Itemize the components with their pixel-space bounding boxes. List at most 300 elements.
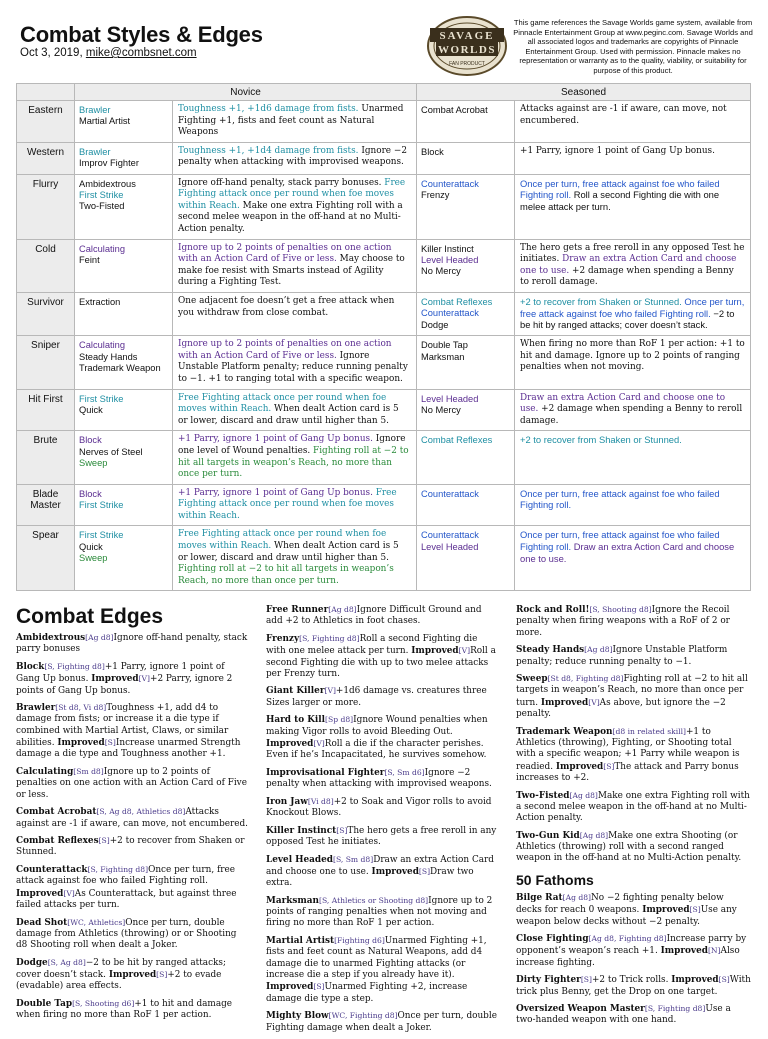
edge-name: Ambidextrous	[79, 178, 136, 189]
edge-entry-text: Attacks against are -1 if aware, can move, not encumbered.	[16, 807, 249, 829]
improved-label: Improved	[266, 739, 314, 749]
edge-entry	[516, 933, 752, 969]
novice-desc-cell	[173, 389, 417, 431]
fathoms-title: 50 Fathoms	[516, 871, 594, 888]
edge-entry-name: Martial Artist	[266, 935, 335, 946]
description-text: Once per turn, free attack against foe who failed Fighting roll.	[520, 295, 745, 319]
improved-requirements: [V]	[138, 674, 151, 684]
novice-desc-cell	[173, 101, 417, 143]
edge-requirements: [S, Shooting d6]	[72, 998, 135, 1008]
edge-entry-name: Improvisational Fighter	[266, 767, 385, 778]
edge-entry-name: Hard to Kill	[266, 715, 326, 726]
edge-entry-name: Dead Shot	[16, 917, 68, 928]
page-header	[0, 0, 768, 84]
edge-requirements: [Ag d8]	[569, 790, 598, 800]
description-text: +2 to recover from Shaken or Stunned.	[520, 295, 682, 307]
improved-label: Improved	[540, 697, 589, 708]
edge-entry-text: Fighting roll at −2 to hit all targets in weapon’s Reach, no more than once per turn.	[516, 674, 748, 708]
edge-name: Improv Fighter	[79, 158, 139, 169]
combat-edges-list-2	[266, 604, 498, 1034]
edge-entry-name: Free Runner	[266, 605, 329, 615]
edge-entry-name: Combat Reflexes	[16, 836, 99, 847]
seasoned-column-header: Seasoned	[417, 84, 751, 101]
novice-edges-cell	[75, 292, 173, 335]
edge-name: Quick	[79, 404, 103, 415]
novice-desc-cell	[173, 174, 417, 239]
edge-name: Combat Acrobat	[421, 105, 488, 115]
edge-name: Combat Reflexes	[421, 435, 493, 446]
novice-desc-cell	[173, 239, 417, 292]
edge-entry-text: +1 to hit and damage when firing no more than RoF 1 per action.	[16, 998, 233, 1021]
style-name-cell: Cold	[17, 239, 75, 292]
improved-label: Improved	[642, 905, 690, 916]
edge-name: No Mercy	[421, 266, 461, 277]
edge-entry-text: Ignore Unstable Platform penalty; reduce running penalty to −1.	[516, 645, 728, 667]
edge-requirements: [d8 in related skill]	[612, 726, 686, 736]
description-text: When dealt Action card is 5 or lower, discard and draw until higher than 5.	[178, 541, 399, 563]
description-text: +1 Parry, ignore 1 point of Gang Up bonus.	[178, 487, 373, 498]
improved-label: Improved	[266, 982, 314, 993]
improved-label: Improved	[555, 761, 604, 772]
improved-requirements: [S]	[718, 975, 730, 985]
edge-entry-name: Close Fighting	[516, 934, 589, 945]
edge-entry-text: Toughness +1, add d4 to damage from fists; or increase it a die type if combined with Martial Artist, Claws, or similar abilities.	[16, 703, 229, 749]
page-title: Combat Styles & Edges	[20, 22, 263, 47]
edge-name: Counterattack	[421, 530, 479, 541]
description-text: Once per turn, free attack against foe who failed Fighting roll.	[520, 529, 720, 553]
edge-requirements: [S, Fighting d8]	[87, 864, 149, 874]
improved-requirements: [S]	[313, 982, 325, 992]
table-row	[17, 526, 751, 591]
edge-name: First Strike	[79, 393, 124, 404]
edge-requirements: [Fighting d6]	[334, 935, 385, 945]
edge-requirements: [Ag d8]	[562, 892, 592, 902]
seasoned-desc-cell	[515, 292, 751, 335]
edge-name: Two-Fisted	[79, 201, 125, 212]
edge-entry-text: +2 to Trick rolls.	[591, 975, 672, 986]
novice-edges-cell	[75, 142, 173, 174]
description-text: Ignore Unstable Platform penalty; reduce running penalty to −1. +1 to ranging total with a specific weapon.	[178, 350, 408, 384]
edge-name: Trademark Weapon	[79, 362, 161, 373]
improved-text: With trick plus Benny, get the Drop on one target.	[516, 975, 751, 997]
edge-name: Counterattack	[421, 178, 479, 189]
style-column-header	[17, 84, 75, 101]
edge-entry-text: Increase parry by opponent’s weapon’s reach +1.	[516, 934, 747, 957]
edge-requirements: [Ag d8]	[328, 605, 357, 614]
edge-entry-text: Roll a second Fighting die with one melee attack per turn.	[266, 633, 478, 657]
seasoned-edges-cell	[417, 239, 515, 292]
edge-entry-text: +2 to Soak and Vigor rolls to avoid Knockout Blows.	[266, 796, 492, 819]
description-text: When dealt Action card is 5 or lower, discard and draw until higher than 5.	[178, 404, 399, 426]
edge-requirements: [S]	[98, 836, 110, 846]
edge-requirements: [S, Athletics or Shooting d8]	[319, 895, 429, 905]
description-text: When firing no more than RoF 1 per action: +1 to hit and damage. Ignore up to 2 points of ranging penalties when not moving.	[520, 339, 745, 373]
edge-entry-text: Use a two-handed weapon with one hand.	[516, 1004, 731, 1026]
description-text: Draw an extra Action Card and choose one to use.	[520, 254, 737, 276]
edge-entry	[16, 766, 248, 801]
edge-entry	[516, 1003, 752, 1027]
improved-text: Roll a die if the character perishes. Even if he’s Incapacitated, he survives somehow.	[266, 739, 487, 761]
edge-entry	[16, 864, 248, 911]
edge-entry	[266, 714, 498, 761]
improved-requirements: [V]	[313, 739, 325, 748]
seasoned-edges-cell	[417, 484, 515, 526]
seasoned-edges-cell	[417, 101, 515, 143]
novice-edges-cell	[75, 239, 173, 292]
seasoned-desc-cell	[515, 174, 751, 239]
edge-requirements: [Ag d8, Fighting d8]	[588, 934, 667, 944]
fathoms-edges-list	[516, 892, 752, 1027]
edge-name: Brawler	[79, 105, 111, 115]
improved-label: Improved	[57, 738, 105, 749]
edge-name: Marksman	[421, 351, 465, 362]
edge-entry-name: Double Tap	[16, 998, 73, 1009]
description-text: Roll a second Fighting die with one melee attack per turn.	[520, 189, 720, 212]
edge-entry-name: Rock and Roll!	[516, 605, 590, 615]
edge-entry-name: Dirty Fighter	[516, 975, 581, 986]
table-row	[17, 336, 751, 389]
improved-requirements: [S]	[104, 738, 116, 748]
edge-name: First Strike	[79, 530, 124, 541]
description-text: Toughness +1, +1d4 damage from fists.	[178, 145, 359, 156]
edge-entry	[516, 644, 752, 668]
description-text: Free Fighting attack once per round when foe moves within Reach.	[178, 529, 387, 552]
improved-label: Improved	[91, 674, 139, 685]
edge-entry-text: Ignore up to 2 points of ranging penalties when not moving and firing no more than RoF 1 per action.	[266, 895, 493, 929]
description-text: Once per turn, free attack against foe who failed Fighting roll.	[520, 487, 720, 511]
edge-entry-name: Calculating	[16, 767, 74, 777]
savage-worlds-logo	[426, 15, 508, 77]
edge-name: Quick	[79, 541, 103, 552]
edge-requirements: [V]	[324, 686, 336, 696]
table-row	[17, 174, 751, 239]
edge-entry	[266, 604, 498, 628]
logo-text: WORLDS	[438, 44, 496, 56]
description-text: +1 Parry, ignore 1 point of Gang Up bonus.	[178, 434, 373, 445]
improved-requirements: [S]	[603, 761, 615, 771]
description-text: Free Fighting attack once per round when foe moves within Reach.	[178, 392, 387, 415]
edge-name: Level Headed	[421, 254, 479, 265]
edge-entry	[266, 935, 498, 1005]
novice-desc-cell	[173, 431, 417, 484]
description-text: Once per turn, free attack against foe who failed Fighting roll.	[520, 177, 720, 201]
edge-entry-name: Marksman	[266, 895, 319, 906]
improved-label: Improved	[671, 975, 719, 986]
novice-desc-cell	[173, 526, 417, 591]
improved-text: As above, but ignore the −2 penalty.	[516, 697, 726, 720]
edge-entry	[16, 917, 248, 952]
description-text: One adjacent foe doesn’t get a free attack when you withdraw from close combat.	[178, 295, 395, 318]
novice-edges-cell	[75, 336, 173, 389]
edge-requirements: [S, Ag d8, Athletics d8]	[96, 807, 186, 817]
description-text: Draw an extra Action Card and choose one to use.	[520, 392, 726, 415]
edge-entry-text: Make one extra Fighting roll with a second melee weapon in the off-hand at no Multi-Action penalty.	[516, 790, 750, 824]
edge-entry	[516, 892, 752, 928]
table-row	[17, 431, 751, 484]
seasoned-edges-cell	[417, 174, 515, 239]
edge-entry	[516, 790, 752, 825]
improved-text: Draw two extra.	[266, 866, 474, 889]
style-name-cell: Brute	[17, 431, 75, 484]
edge-name: Block	[421, 146, 444, 157]
edge-entry	[266, 633, 498, 680]
seasoned-desc-cell	[515, 239, 751, 292]
style-name-cell: Survivor	[17, 292, 75, 335]
edge-entry-text: Once per turn, double damage from Athletics (throwing) or or Shooting d8 Shooting roll when dealt a Joker.	[16, 917, 237, 951]
seasoned-desc-cell	[515, 389, 751, 431]
edge-requirements: [S, Ag d8]	[47, 957, 86, 967]
edge-entry	[16, 957, 248, 993]
edge-entry-text: Once per turn, double Fighting damage when dealt a Joker.	[266, 1011, 497, 1033]
table-row	[17, 484, 751, 526]
novice-desc-cell	[173, 292, 417, 335]
edge-entry	[266, 854, 498, 890]
improved-text: Increase unarmed Strength damage a die type and Toughness another +1.	[16, 738, 241, 760]
improved-label: Improved	[411, 646, 459, 657]
page-meta	[20, 47, 197, 59]
table-row	[17, 142, 751, 174]
edge-entry	[16, 998, 248, 1022]
logo-text: FAN PRODUCT	[449, 61, 485, 67]
edge-entry-text: Ignore −2 penalty when attacking with improvised weapons.	[266, 767, 492, 790]
seasoned-edges-cell	[417, 431, 515, 484]
edge-entry-name: Frenzy	[266, 633, 300, 644]
seasoned-desc-cell	[515, 526, 751, 591]
edge-name: Killer Instinct	[421, 243, 474, 254]
edge-entry-name: Giant Killer	[266, 686, 325, 697]
improved-text: Unarmed Fighting +2, increase damage die type a step.	[266, 982, 468, 1004]
description-text: Ignore off-hand penalty, stack parry bonuses.	[178, 177, 385, 188]
edge-entry	[516, 830, 752, 865]
table-row	[17, 292, 751, 335]
description-text: +2 damage when spending a Benny to reroll damage.	[520, 404, 743, 426]
combat-styles-table	[16, 83, 751, 591]
improved-requirements: [S]	[689, 905, 701, 915]
seasoned-edges-cell	[417, 142, 515, 174]
edge-requirements: [S, Sm d6]	[384, 767, 425, 777]
edge-entry-text: Draw an extra Action Card and choose one to use.	[266, 854, 494, 877]
style-name-cell: Eastern	[17, 101, 75, 143]
style-name-cell: Blade Master	[17, 484, 75, 526]
seasoned-desc-cell	[515, 336, 751, 389]
novice-edges-cell	[75, 431, 173, 484]
improved-requirements: [S]	[418, 866, 431, 876]
edge-requirements: [Vi d8]	[307, 796, 334, 806]
description-text: +2 to recover from Shaken or Stunned.	[520, 434, 682, 446]
edge-entry	[266, 685, 498, 709]
novice-desc-cell	[173, 484, 417, 526]
description-text: Draw an extra Action Card and choose one to use.	[520, 541, 735, 564]
edge-entry-text: +2 to recover from Shaken or Stunned.	[16, 836, 245, 858]
edge-entry-text: +1 Parry, ignore 1 point of Gang Up bonus.	[16, 661, 225, 685]
improved-requirements: [V]	[588, 697, 600, 707]
edge-name: First Strike	[79, 500, 124, 511]
edge-name: Counterattack	[421, 488, 479, 499]
description-text: +2 damage when spending a Benny to reroll damage.	[520, 265, 734, 288]
copyright-disclaimer: This game references the Savage Worlds game system, available from Pinnacle Entertainment Group at www.peginc.com. Savage Worlds and all associated logos and trademarks are copyrights of Pinnacle Entertainment Group. Used with permission. Pinnacle makes no representation or warranty as to the quality, viability, or suitability for purpose of this product.	[513, 18, 753, 75]
edge-entry-text: +1 to Athletics (throwing), Fighting, or Shooting total with a specific weapon; +1 Parry while weapon is readied.	[516, 726, 740, 772]
seasoned-edges-cell	[417, 292, 515, 335]
edge-name: Counterattack	[421, 308, 479, 319]
edge-requirements: [Sp d8]	[325, 715, 354, 725]
edge-name: Dodge	[421, 319, 449, 330]
improved-requirements: [N]	[707, 946, 721, 956]
seasoned-edges-cell	[417, 389, 515, 431]
seasoned-desc-cell	[515, 101, 751, 143]
edge-name: Block	[79, 488, 102, 499]
edge-entry-text: Once per turn, free attack against foe who failed Fighting roll.	[16, 864, 236, 887]
improved-requirements: [V]	[458, 646, 471, 656]
improved-requirements: [V]	[63, 888, 75, 898]
description-text: Fighting roll at −2 to hit all targets in weapon’s Reach, no more than once per turn.	[178, 564, 394, 586]
edge-requirements: [S]	[336, 825, 348, 835]
style-name-cell: Hit First	[17, 389, 75, 431]
page-date: Oct 3, 2019,	[20, 47, 83, 59]
edge-entry	[516, 604, 752, 639]
combat-edges-list-3	[516, 604, 752, 865]
table-header-row	[17, 84, 751, 101]
novice-desc-cell	[173, 336, 417, 389]
edge-entry-text: Ignore up to 2 points of penalties on one action with an Action Card of Five or less.	[16, 767, 247, 800]
edge-entry-name: Brawler	[16, 703, 56, 714]
improved-label: Improved	[108, 970, 157, 981]
edge-name: Extraction	[79, 296, 121, 307]
edge-entry	[516, 726, 752, 785]
edge-entry-name: Steady Hands	[516, 645, 585, 656]
edge-requirements: [S, Sm d8]	[333, 854, 374, 864]
edge-requirements: [S, Fighting d8]	[644, 1004, 706, 1014]
edge-name: Double Tap	[421, 340, 468, 351]
improved-requirements: [S]	[156, 970, 168, 980]
edge-entry-text: No −2 fighting penalty below decks for reach 0 weapons.	[516, 892, 724, 916]
edge-entry-name: Dodge	[16, 957, 48, 968]
description-text: May choose to make foe resist with Smarts instead of Agility during a Fighting Test.	[178, 254, 405, 288]
style-name-cell: Western	[17, 142, 75, 174]
edge-requirements: [WC, Athletics]	[67, 917, 126, 927]
description-text: Ignore −2 penalty when attacking with improvised weapons.	[178, 145, 407, 168]
table-row	[17, 239, 751, 292]
edge-entry-name: Block	[16, 661, 45, 672]
edge-requirements: [WC, Fighting d8]	[328, 1011, 398, 1021]
edge-entry-name: Iron Jaw	[266, 796, 308, 807]
edge-entry	[266, 825, 498, 849]
edge-name: Calculating	[79, 340, 125, 351]
improved-text: +2 Parry, ignore 2 points of Gang Up bonus.	[16, 674, 233, 696]
edge-entry	[16, 702, 248, 761]
edge-entry-text: The hero gets a free reroll in any opposed Test he initiates.	[266, 825, 497, 847]
edge-entry-text: Ignore off-hand penalty, stack parry bonuses	[16, 633, 248, 655]
novice-edges-cell	[75, 101, 173, 143]
logo-text: SAVAGE	[439, 30, 495, 42]
novice-column-header: Novice	[75, 84, 417, 101]
edge-name: Steady Hands	[79, 351, 138, 362]
edge-requirements: [S]	[580, 975, 592, 985]
combat-edges-title: Combat Edges	[16, 605, 164, 628]
description-text: Free Fighting attack once per round when foe moves within Reach.	[178, 487, 397, 521]
edge-entry	[516, 974, 752, 998]
improved-label: Improved	[660, 946, 708, 957]
edge-name: Calculating	[79, 243, 125, 254]
combat-edges-column-2	[266, 604, 498, 1039]
description-text: Unarmed Fighting +1, fists and feet count as Natural Weapons	[178, 104, 404, 138]
seasoned-edges-cell	[417, 336, 515, 389]
combat-edges-list-1	[16, 632, 248, 1022]
style-name-cell: Flurry	[17, 174, 75, 239]
description-text: Toughness +1, +1d6 damage from fists.	[178, 104, 359, 114]
edge-name: Brawler	[79, 146, 111, 157]
table-row	[17, 389, 751, 431]
novice-edges-cell	[75, 174, 173, 239]
edge-entry	[266, 1010, 498, 1034]
improved-text: As Counterattack, but against three failed attacks per turn.	[16, 888, 237, 910]
edge-requirements: [Ag d8]	[579, 830, 609, 840]
description-text: Make one extra Fighting roll with a second melee weapon in the off-hand at no Multi-Action penalty.	[178, 200, 403, 234]
improved-label: Improved	[371, 866, 419, 877]
combat-styles-body	[17, 101, 751, 591]
edge-entry	[16, 806, 248, 830]
description-text: The hero gets a free reroll in any opposed Test he initiates.	[520, 242, 745, 265]
edge-entry	[16, 835, 248, 859]
seasoned-desc-cell	[515, 431, 751, 484]
edge-entry	[266, 767, 498, 791]
author-email-link[interactable]: mike@combsnet.com	[85, 47, 197, 59]
combat-edges-column-3	[516, 604, 752, 1032]
edge-entry	[266, 895, 498, 930]
table-row	[17, 101, 751, 143]
description-text: Ignore up to 2 points of penalties on one action with an Action Card of Five or less.	[178, 339, 392, 361]
edge-entry-text: Unarmed Fighting +1, fists and feet count as Natural Weapons, add d4 damage die to unarmed Fighting attacks (or increase die a step if you already have it).	[266, 935, 487, 980]
edge-requirements: [St d8, Fighting d8]	[547, 674, 624, 684]
edge-entry-text: +1d6 damage vs. creatures three Sizes larger or more.	[266, 686, 487, 708]
edge-name: Combat Reflexes	[421, 296, 493, 307]
description-text: Ignore one level of Wound penalties.	[178, 434, 406, 456]
novice-desc-cell	[173, 142, 417, 174]
edge-requirements: [S, Shooting d8]	[589, 605, 652, 614]
edge-name: Feint	[79, 254, 100, 265]
novice-edges-cell	[75, 526, 173, 591]
description-text: Ignore up to 2 points of penalties on one action with an Action Card of Five or less.	[178, 242, 392, 265]
improved-text: The attack and Parry bonus increases to +2.	[516, 761, 739, 784]
description-text: +1 Parry, ignore 1 point of Gang Up bonus.	[520, 145, 715, 156]
edge-requirements: [St d8, Vi d8]	[55, 703, 107, 713]
edge-name: Level Headed	[421, 393, 479, 404]
improved-text: +2 to evade (evadable) area effects.	[16, 970, 222, 992]
edge-requirements: [Ag d8]	[584, 645, 613, 655]
edge-entry-name: Two-Gun Kid	[516, 830, 580, 841]
description-text: Fighting roll at −2 to hit all targets in weapon’s Reach, no more than once per turn.	[178, 445, 409, 480]
style-name-cell: Sniper	[17, 336, 75, 389]
edge-requirements: [Sm d8]	[73, 767, 104, 776]
edge-entry-text: Make one extra Shooting (or Athletics (throwing) roll with a second ranged weapon in the off-hand at no Multi-Action penalty.	[516, 830, 742, 864]
improved-label: Improved	[16, 888, 64, 899]
edge-entry-name: Ambidextrous	[16, 633, 86, 643]
edge-entry-text: Ignore the Recoil penalty when firing weapons with a RoF of 2 or more.	[516, 605, 730, 638]
edge-entry-name: Killer Instinct	[266, 825, 337, 836]
description-text: Attacks against are -1 if aware, can move, not encumbered.	[520, 104, 727, 126]
edge-entry-name: Counterattack	[16, 864, 88, 875]
edge-entry-name: Oversized Weapon Master	[516, 1004, 645, 1015]
edge-entry	[16, 632, 248, 656]
edge-name: Nerves of Steel	[79, 446, 143, 457]
improved-text: Roll a second Fighting die with up to two melee attacks per Frenzy turn.	[266, 646, 496, 679]
edge-entry-text: Ignore Wound penalties when making Vigor rolls to avoid Bleeding Out.	[266, 715, 488, 737]
novice-edges-cell	[75, 484, 173, 526]
novice-edges-cell	[75, 389, 173, 431]
edge-entry	[266, 796, 498, 820]
edge-name: Frenzy	[421, 190, 450, 200]
seasoned-desc-cell	[515, 142, 751, 174]
improved-text: Also increase fighting.	[516, 946, 740, 968]
